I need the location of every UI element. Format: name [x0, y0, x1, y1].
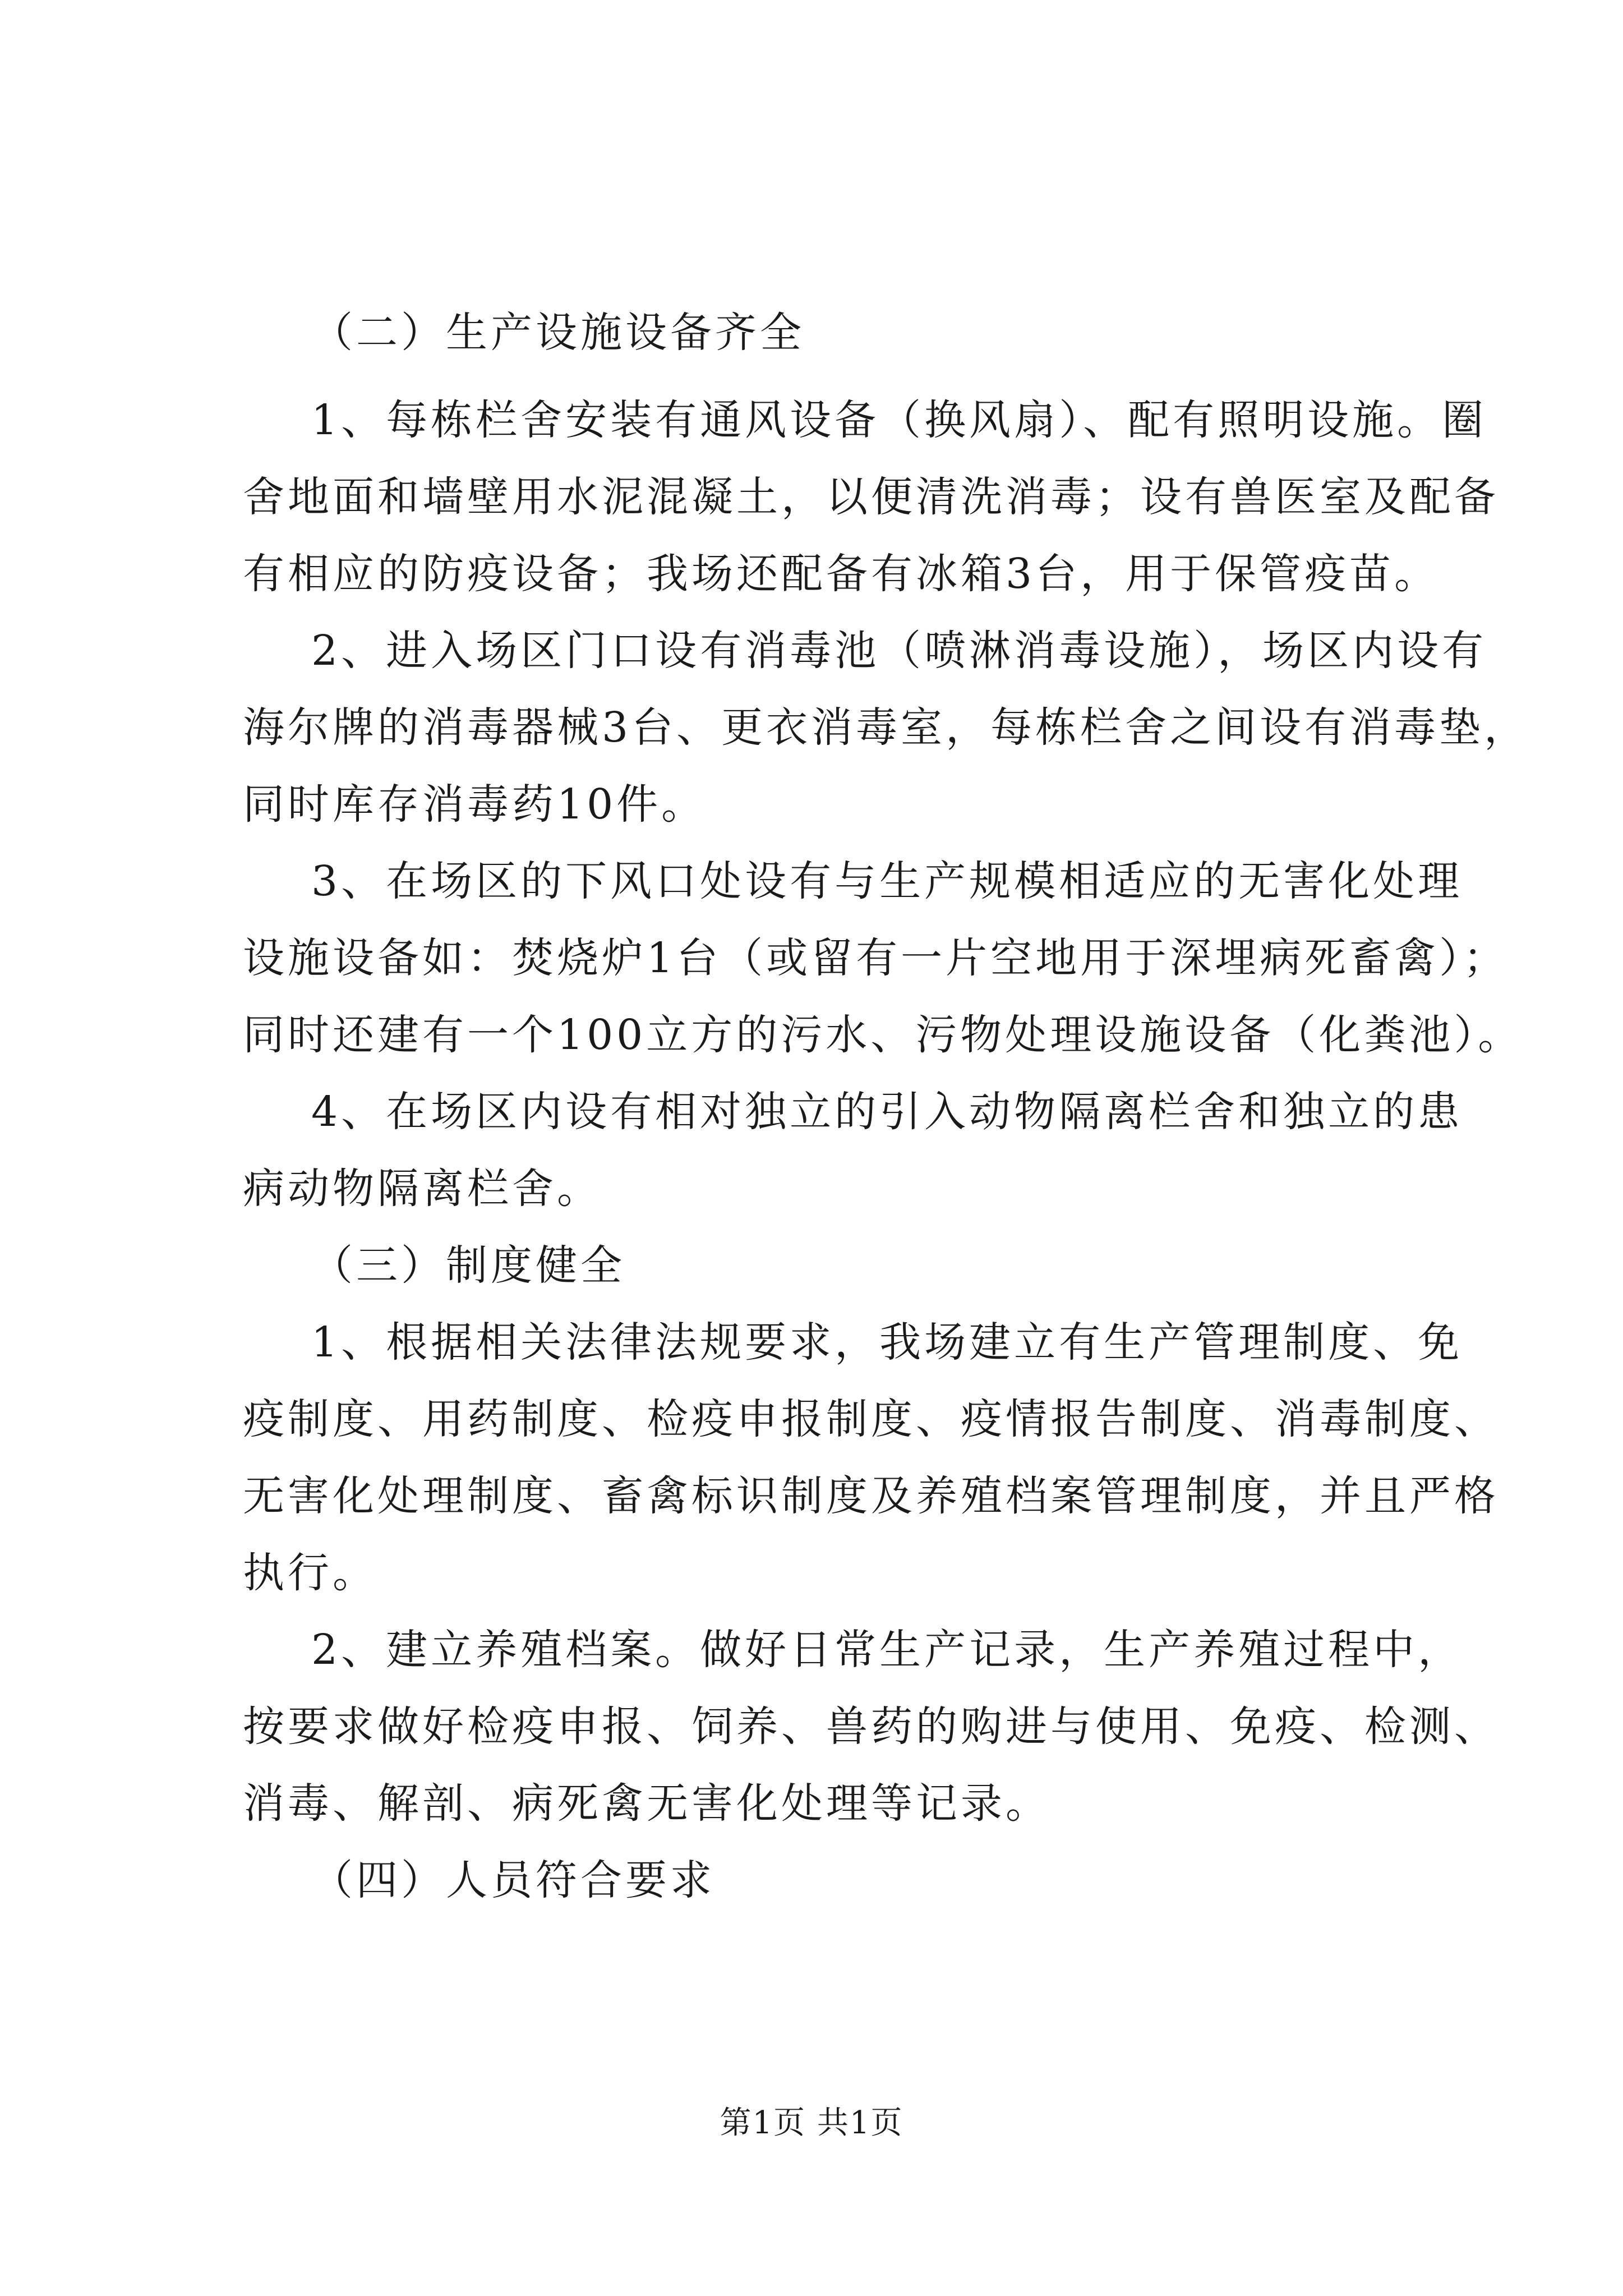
paragraph-line: 4、在场区内设有相对独立的引入动物隔离栏舍和独立的患: [311, 1088, 1463, 1136]
paragraph-line: 无害化处理制度、畜禽标识制度及养殖档案管理制度，并且严格: [243, 1472, 1499, 1520]
paragraph-line: 3、在场区的下风口处设有与生产规模相适应的无害化处理: [311, 857, 1463, 905]
paragraph-line: 1、根据相关法律法规要求，我场建立有生产管理制度、免: [311, 1318, 1463, 1366]
section-heading-facilities: （二）生产设施设备齐全: [311, 309, 805, 357]
paragraph-line: 1、每栋栏舍安装有通风设备（换风扇）、配有照明设施。圈: [311, 396, 1487, 444]
paragraph-line: 舍地面和墙壁用水泥混凝土，以便清洗消毒；设有兽医室及配备: [243, 473, 1499, 521]
paragraph-line: 病动物隔离栏舍。: [243, 1165, 602, 1213]
paragraph-line: 按要求做好检疫申报、饲养、兽药的购进与使用、免疫、检测、: [243, 1703, 1499, 1751]
paragraph-line: 消毒、解剖、病死禽无害化处理等记录。: [243, 1779, 1050, 1828]
paragraph-line: 疫制度、用药制度、检疫申报制度、疫情报告制度、消毒制度、: [243, 1395, 1499, 1443]
section-heading-personnel: （四）人员符合要求: [311, 1856, 715, 1904]
paragraph-line: 海尔牌的消毒器械3台、更衣消毒室，每栋栏舍之间设有消毒垫，: [243, 703, 1529, 752]
paragraph-line: 同时库存消毒药10件。: [243, 780, 707, 829]
page-footer: 第1页 共1页: [720, 2105, 903, 2141]
section-heading-regulations: （三）制度健全: [311, 1241, 625, 1290]
paragraph-line: 2、建立养殖档案。做好日常生产记录，生产养殖过程中，: [311, 1626, 1463, 1674]
paragraph-line: 有相应的防疫设备；我场还配备有冰箱3台，用于保管疫苗。: [243, 550, 1440, 598]
paragraph-line: 设施设备如：焚烧炉1台（或留有一片空地用于深埋病死畜禽）；: [243, 934, 1509, 982]
paragraph-line: 同时还建有一个100立方的污水、污物处理设施设备（化粪池）。: [243, 1011, 1523, 1059]
paragraph-line: 2、进入场区门口设有消毒池（喷淋消毒设施），场区内设有: [311, 627, 1487, 675]
paragraph-line: 执行。: [243, 1549, 377, 1597]
